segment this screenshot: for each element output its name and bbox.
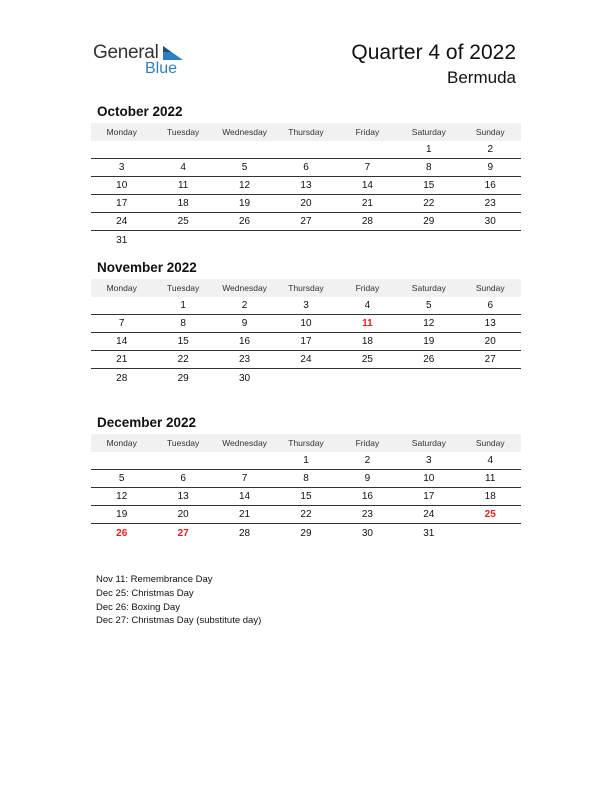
- day-cell: 3: [118, 162, 125, 173]
- day-cell: 8: [303, 473, 309, 484]
- weekday-label: Wednesday: [222, 127, 267, 137]
- day-cell: 9: [364, 473, 371, 484]
- day-cell: 5: [426, 300, 432, 311]
- day-cell: 22: [300, 509, 312, 520]
- day-cell: 19: [238, 198, 251, 209]
- day-cell: 31: [116, 234, 128, 246]
- day-cell: 16: [484, 180, 496, 191]
- weekday-header-row: [91, 279, 521, 297]
- week-row: [91, 452, 521, 470]
- logo-text-blue: Blue: [145, 60, 178, 77]
- day-cell: 29: [177, 372, 189, 384]
- week-row: [91, 231, 521, 249]
- day-cell: 26: [116, 527, 128, 539]
- week-row: [91, 177, 521, 195]
- day-cell: 2: [487, 144, 494, 155]
- day-cell: 21: [238, 509, 251, 520]
- week-row: [91, 159, 521, 177]
- week-row: [91, 524, 521, 542]
- weekday-label: Sunday: [475, 127, 505, 137]
- day-cell: 24: [116, 216, 128, 227]
- day-cell: 17: [423, 491, 435, 502]
- country-name: Bermuda: [447, 68, 516, 87]
- day-cell: 20: [177, 509, 189, 520]
- day-cell: 27: [300, 216, 312, 227]
- week-row: [91, 195, 521, 213]
- day-cell: 18: [484, 491, 496, 502]
- holiday-note: Dec 27: Christmas Day (substitute day): [96, 615, 262, 627]
- holiday-note: Nov 11: Remembrance Day: [96, 574, 213, 585]
- logo-text-general: General: [93, 42, 159, 63]
- weekday-label: Friday: [355, 438, 380, 448]
- day-cell: 1: [180, 300, 186, 311]
- week-row: [91, 213, 521, 231]
- weekday-label: Wednesday: [222, 438, 267, 448]
- week-row: [91, 470, 521, 488]
- weekday-label: Thursday: [288, 438, 324, 448]
- day-cell: 15: [177, 336, 189, 347]
- day-cell: 29: [423, 216, 435, 227]
- day-cell: 31: [423, 527, 435, 539]
- day-cell: 28: [361, 216, 373, 227]
- day-cell: 15: [300, 491, 312, 502]
- weekday-label: Friday: [355, 283, 380, 293]
- day-cell: 4: [364, 300, 371, 311]
- day-cell: 25: [361, 354, 373, 365]
- weekday-label: Saturday: [411, 127, 446, 137]
- month-calendar-november: [91, 259, 521, 387]
- weekday-label: Friday: [355, 127, 380, 137]
- day-cell: 10: [300, 318, 312, 329]
- day-cell: 22: [423, 198, 435, 209]
- day-cell: 12: [116, 491, 128, 502]
- day-cell: 7: [118, 318, 125, 329]
- day-cell: 21: [361, 198, 373, 209]
- weekday-label: Thursday: [288, 127, 324, 137]
- day-cell: 6: [180, 473, 186, 484]
- day-cell: 10: [423, 473, 435, 484]
- day-cell: 28: [116, 372, 128, 384]
- day-cell: 25: [177, 216, 189, 227]
- week-row: [91, 315, 521, 333]
- day-cell: 25: [484, 509, 496, 520]
- day-cell: 12: [238, 180, 251, 191]
- day-cell: 24: [423, 509, 435, 520]
- day-cell: 11: [485, 473, 496, 484]
- day-cell: 23: [238, 354, 251, 365]
- day-cell: 23: [361, 509, 373, 520]
- holiday-note: Dec 26: Boxing Day: [96, 601, 180, 613]
- month-title: October 2022: [97, 104, 183, 119]
- day-cell: 7: [364, 162, 371, 173]
- day-cell: 22: [177, 354, 189, 365]
- day-cell: 26: [423, 354, 435, 365]
- weekday-label: Tuesday: [166, 127, 200, 137]
- day-cell: 7: [241, 473, 248, 484]
- weekday-header-row: [91, 434, 521, 452]
- month-calendar-december: [91, 414, 521, 542]
- weekday-label: Thursday: [288, 283, 324, 293]
- weekday-label: Sunday: [475, 438, 505, 448]
- day-cell: 17: [116, 198, 128, 209]
- day-cell: 17: [300, 336, 312, 347]
- weekday-label: Monday: [106, 283, 137, 293]
- week-row: [91, 506, 521, 524]
- week-row: [91, 369, 521, 387]
- day-cell: 4: [487, 455, 494, 466]
- day-cell: 13: [177, 491, 189, 502]
- day-cell: 20: [484, 336, 496, 347]
- day-cell: 18: [177, 198, 189, 209]
- day-cell: 9: [241, 318, 248, 329]
- day-cell: 15: [423, 180, 435, 191]
- day-cell: 14: [238, 491, 251, 502]
- day-cell: 30: [484, 216, 496, 227]
- day-cell: 27: [177, 527, 189, 539]
- day-cell: 13: [484, 318, 496, 329]
- page-title: Quarter 4 of 2022: [351, 41, 516, 64]
- day-cell: 14: [116, 336, 128, 347]
- day-cell: 28: [238, 527, 251, 539]
- weekday-label: Saturday: [411, 283, 446, 293]
- weekday-label: Tuesday: [166, 438, 200, 448]
- day-cell: 11: [177, 180, 189, 191]
- day-cell: 5: [241, 162, 248, 173]
- day-cell: 2: [364, 455, 371, 466]
- day-cell: 23: [484, 198, 496, 209]
- weekday-label: Monday: [106, 127, 137, 137]
- day-cell: 29: [300, 527, 312, 539]
- day-cell: 3: [303, 300, 309, 311]
- day-cell: 13: [300, 180, 312, 191]
- weekday-header-row: [91, 123, 521, 141]
- day-cell: 4: [180, 162, 186, 173]
- day-cell: 21: [116, 354, 128, 365]
- day-cell: 19: [423, 336, 435, 347]
- month-title: November 2022: [97, 260, 197, 275]
- day-cell: 9: [487, 162, 494, 173]
- day-cell: 30: [238, 372, 251, 384]
- holiday-notes: [96, 573, 261, 628]
- day-cell: 30: [361, 527, 373, 539]
- day-cell: 2: [241, 300, 248, 311]
- week-row: [91, 351, 521, 369]
- day-cell: 14: [361, 180, 373, 191]
- day-cell: 8: [426, 162, 432, 173]
- day-cell: 3: [426, 455, 432, 466]
- day-cell: 5: [118, 473, 125, 484]
- day-cell: 20: [300, 198, 312, 209]
- day-cell: 24: [300, 354, 312, 365]
- month-title: December 2022: [97, 415, 197, 430]
- day-cell: 27: [484, 354, 496, 365]
- day-cell: 19: [116, 509, 128, 520]
- day-cell: 11: [362, 318, 373, 329]
- day-cell: 16: [361, 491, 373, 502]
- week-row: [91, 488, 521, 506]
- month-calendar-october: [91, 103, 521, 249]
- day-cell: 1: [426, 144, 432, 155]
- week-row: [91, 297, 521, 315]
- week-row: [91, 141, 521, 159]
- weekday-label: Monday: [106, 438, 137, 448]
- day-cell: 6: [487, 300, 494, 311]
- week-row: [91, 333, 521, 351]
- day-cell: 6: [303, 162, 309, 173]
- day-cell: 12: [423, 318, 435, 329]
- weekday-label: Tuesday: [166, 283, 200, 293]
- weekday-label: Saturday: [411, 438, 446, 448]
- day-cell: 1: [303, 455, 309, 466]
- day-cell: 8: [180, 318, 186, 329]
- day-cell: 18: [361, 336, 373, 347]
- weekday-label: Sunday: [475, 283, 505, 293]
- brand-logo: [93, 40, 193, 80]
- weekday-label: Wednesday: [222, 283, 267, 293]
- day-cell: 10: [116, 180, 128, 191]
- day-cell: 26: [238, 216, 251, 227]
- day-cell: 16: [238, 336, 251, 347]
- holiday-note: Dec 25: Christmas Day: [96, 587, 194, 599]
